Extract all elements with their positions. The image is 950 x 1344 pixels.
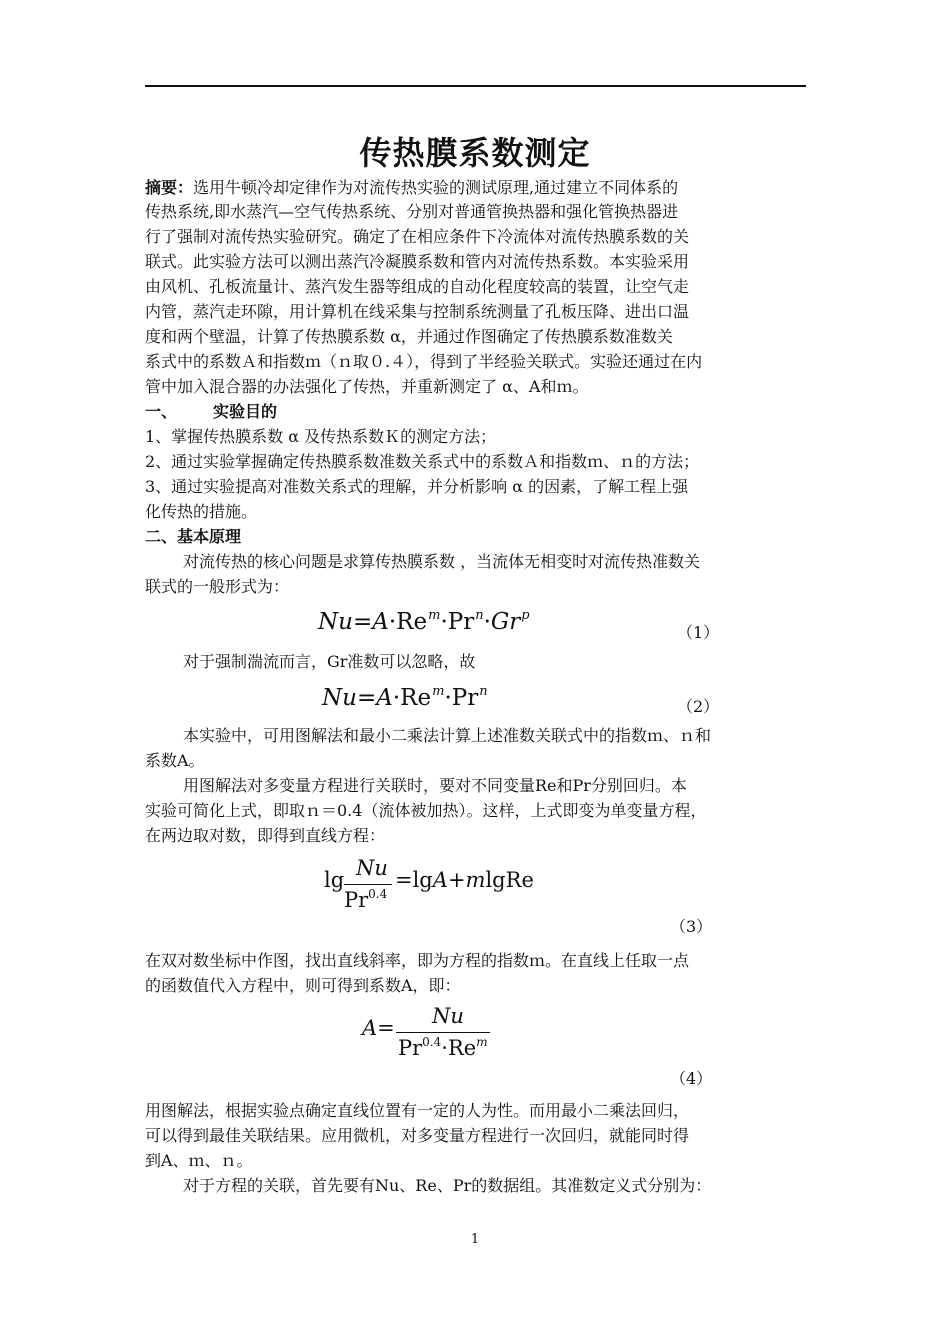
abstract-line: 内管，蒸汽走环隙，用计算机在线采集与控制系统测量了孔板压降、进出口温 (145, 302, 690, 321)
eq-symbol: Pr (447, 609, 475, 635)
abstract-line: 管中加入混合器的办法强化了传热，并重新测定了 α、A和ｍ。 (145, 377, 589, 396)
paragraph-line: 本实验中，可用图解法和最小二乘法计算上述准数关联式中的指数ｍ、ｎ和 (183, 726, 712, 745)
eq-symbol: A (372, 609, 389, 635)
eq-exponent: n (475, 608, 484, 623)
page-number: 1 (470, 1232, 480, 1247)
fraction-denominator (344, 887, 387, 912)
paragraph-line: 对流传热的核心问题是求算传热膜系数 ，当流体无相变时对流传热准数关 (183, 552, 701, 571)
abstract-label: 摘要： (145, 178, 194, 197)
abstract-line: 联式。此实验方法可以测出蒸汽冷凝膜系数和管内对流传热系数。本实验采用 (145, 252, 690, 271)
fraction-denominator (398, 1035, 488, 1060)
equation-3-rhs (395, 868, 534, 892)
eq-symbol: · (388, 609, 397, 635)
paragraph-line: 联式的一般形式为： (145, 577, 290, 596)
equation-number: （2） (677, 697, 720, 716)
equation-1 (318, 608, 530, 635)
paragraph-line: 在双对数坐标中作图，找出直线斜率，即为方程的指数ｍ。在直线上任取一点 (145, 951, 690, 970)
eq-symbol: · (440, 609, 448, 635)
eq-symbol: A (432, 868, 448, 892)
header-rule (145, 85, 806, 87)
equation-4-lhs (362, 1016, 395, 1040)
fraction-bar (344, 884, 392, 885)
list-item: 2、通过实验掌握确定传热膜系数准数关系式中的系数Ａ和指数ｍ、ｎ的方法； (145, 452, 700, 471)
eq-symbol: = (356, 685, 377, 711)
eq-symbol: =lg (395, 868, 433, 892)
eq-symbol: Pr (451, 685, 479, 711)
eq-symbol: + (447, 868, 466, 892)
eq-symbol: · (441, 1036, 448, 1060)
eq-symbol: Pr (344, 888, 369, 912)
eq-symbol: Nu (322, 685, 357, 711)
section-number: 一、 (145, 402, 178, 421)
paragraph-line: 的函数值代入方程中，则可得到系数A，即： (145, 976, 461, 995)
paragraph-line: 对于方程的关联，首先要有Nu、Re、Pr的数据组。其准数定义式分别为： (183, 1176, 712, 1195)
eq-exponent: n (479, 684, 488, 699)
fraction-bar (396, 1032, 490, 1033)
paragraph-line: 实验可简化上式，即取ｎ＝0.4（流体被加热）。这样，上式即变为单变量方程， (145, 801, 707, 820)
equation-number: （3） (670, 917, 713, 936)
eq-exponent: m (432, 684, 445, 699)
list-item: 1、掌握传热膜系数 α 及传热系数Ｋ的测定方法； (145, 427, 497, 446)
equation-number: （1） (677, 623, 720, 642)
paragraph-line: 到A、ｍ、ｎ。 (145, 1151, 253, 1170)
abstract-line: 行了强制对流传热实验研究。确定了在相应条件下冷流体对流传热膜系数的关 (145, 227, 690, 246)
section-heading (145, 400, 277, 423)
paragraph-line: 系数A。 (145, 751, 205, 770)
eq-symbol: lgRe (485, 868, 534, 892)
paragraph-line: 可以得到最佳关联结果。应用微机，对多变量方程进行一次回归，就能同时得 (145, 1126, 690, 1145)
eq-exponent: m (428, 608, 441, 623)
eq-exponent: m (476, 1035, 488, 1049)
equation-2 (322, 684, 488, 711)
eq-exponent: 0.4 (422, 1035, 442, 1049)
eq-symbol: = (352, 609, 373, 635)
eq-symbol: = (377, 1016, 395, 1040)
list-item: 化传热的措施。 (145, 502, 258, 521)
eq-symbol: Pr (398, 1036, 423, 1060)
equation-3-lg: lg (324, 868, 345, 892)
abstract-line: 由风机、孔板流量计、蒸汽发生器等组成的自动化程度较高的装置，让空气走 (145, 277, 690, 296)
abstract-line: 传热系统,即水蒸汽—空气传热系统、分别对普通管换热器和强化管换热器进 (145, 202, 679, 221)
eq-symbol: Gr (490, 609, 521, 635)
paragraph-line: 在两边取对数，即得到直线方程： (145, 826, 386, 845)
eq-exponent: p (521, 608, 530, 623)
paragraph-line: 用图解法对多变量方程进行关联时，要对不同变量Re和Pr分别回归。本 (183, 776, 687, 795)
equation-number: （4） (670, 1069, 713, 1088)
eq-symbol: A (362, 1016, 378, 1040)
fraction-numerator: Nu (432, 1004, 464, 1028)
paragraph-line: 对于强制湍流而言，Gr准数可以忽略，故 (183, 652, 476, 671)
section-title: 实验目的 (213, 402, 278, 421)
eq-symbol: · (483, 609, 491, 635)
eq-symbol: Re (400, 685, 432, 711)
eq-symbol: m (465, 868, 486, 892)
list-item: 3、通过实验提高对准数关系式的理解，并分析影响 α 的因素，了解工程上强 (145, 477, 689, 496)
eq-symbol: Re (447, 1036, 477, 1060)
eq-exponent: 0.4 (368, 887, 388, 901)
paragraph-line: 用图解法，根据实验点确定直线位置有一定的人为性。而用最小二乘法回归， (145, 1101, 690, 1120)
abstract-line: 度和两个壁温，计算了传热膜系数 α，并通过作图确定了传热膜系数准数关 (145, 327, 673, 346)
section-heading: 二、基本原理 (145, 527, 242, 546)
eq-symbol: Re (396, 609, 428, 635)
abstract-line: 系式中的系数Ａ和指数ｍ（ｎ取０.４），得到了半经验关联式。实验还通过在内 (145, 352, 703, 371)
abstract-text: 选用牛顿冷却定律作为对流传热实验的测试原理,通过建立不同体系的 (193, 178, 679, 197)
eq-symbol: A (376, 685, 393, 711)
eq-symbol: · (392, 685, 401, 711)
page-title: 传热膜系数测定 (359, 134, 591, 172)
eq-symbol: · (444, 685, 452, 711)
fraction-numerator: Nu (356, 856, 388, 880)
abstract-line (145, 176, 678, 199)
eq-symbol: Nu (318, 609, 353, 635)
